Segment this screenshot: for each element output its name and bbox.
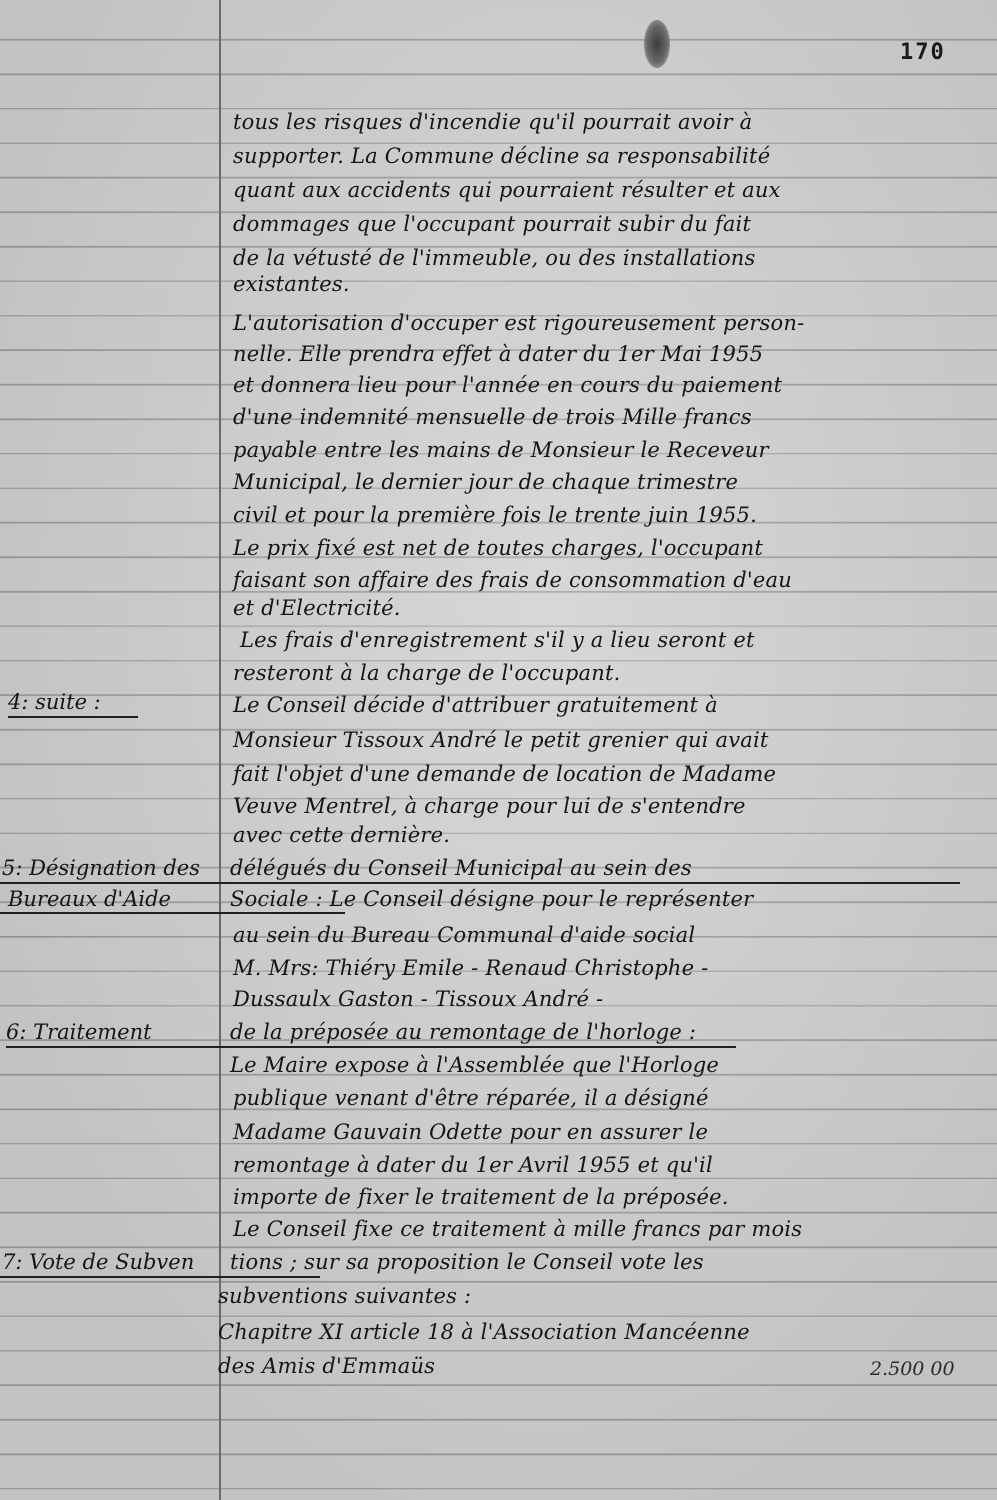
margin-rule <box>219 0 221 1500</box>
text-line: avec cette dernière. <box>233 823 451 847</box>
text-line: nelle. Elle prendra effet à dater du 1er Mai 1955 <box>233 342 764 366</box>
text-line: Le Conseil fixe ce traitement à mille francs par mois <box>233 1217 803 1241</box>
text-line: publique venant d'être réparée, il a désigné <box>233 1086 709 1110</box>
text-line: Le prix fixé est net de toutes charges, l'occupant <box>233 536 764 560</box>
punch-hole <box>644 20 670 68</box>
margin-heading-item-6: 6: Traitement <box>6 1020 152 1044</box>
text-line: délégués du Conseil Municipal au sein des <box>230 856 692 880</box>
text-line: Chapitre XI article 18 à l'Association Mancéenne <box>218 1320 750 1344</box>
underline <box>6 1046 736 1048</box>
text-line: Veuve Mentrel, à charge pour lui de s'entendre <box>233 794 746 818</box>
page-number: 170 <box>900 40 946 65</box>
text-line: Dussaulx Gaston - Tissoux André - <box>233 987 604 1011</box>
text-line: Sociale : Le Conseil désigne pour le représenter <box>230 887 754 911</box>
text-line: L'autorisation d'occuper est rigoureusement person- <box>233 311 805 335</box>
text-line: remontage à dater du 1er Avril 1955 et qu'il <box>233 1153 713 1177</box>
text-line: importe de fixer le traitement de la préposée. <box>233 1185 729 1209</box>
text-line: de la préposée au remontage de l'horloge : <box>230 1020 697 1044</box>
text-line: des Amis d'Emmaüs <box>218 1354 436 1378</box>
underline <box>0 1276 320 1278</box>
text-line: Monsieur Tissoux André le petit grenier qui avait <box>233 728 769 752</box>
text-line: Madame Gauvain Odette pour en assurer le <box>233 1120 709 1144</box>
text-line: Le Maire expose à l'Assemblée que l'Horloge <box>230 1053 719 1077</box>
text-line: et donnera lieu pour l'année en cours du paiement <box>233 373 783 397</box>
underline <box>8 716 138 718</box>
text-line: quant aux accidents qui pourraient résulter et aux <box>233 178 781 202</box>
underline <box>0 912 345 914</box>
text-line: d'une indemnité mensuelle de trois Mille francs <box>233 405 752 429</box>
text-line: de la vétusté de l'immeuble, ou des installations <box>233 246 756 270</box>
margin-heading-item-5-cont: Bureaux d'Aide <box>8 887 171 911</box>
text-line: existantes. <box>233 272 350 296</box>
text-line: resteront à la charge de l'occupant. <box>233 661 621 685</box>
subsidy-amount: 2.500 00 <box>870 1358 955 1380</box>
text-line: faisant son affaire des frais de consommation d'eau <box>233 568 792 592</box>
text-line: fait l'objet d'une demande de location de Madame <box>233 762 777 786</box>
text-line: au sein du Bureau Communal d'aide social <box>233 923 696 947</box>
text-line: civil et pour la première fois le trente juin 1955. <box>233 503 757 527</box>
text-line: et d'Electricité. <box>233 596 401 620</box>
text-line: supporter. La Commune décline sa responsabilité <box>233 144 771 168</box>
margin-heading-item-7: 7: Vote de Subven <box>2 1250 195 1274</box>
text-line: payable entre les mains de Monsieur le Receveur <box>233 438 769 462</box>
text-line: tions ; sur sa proposition le Conseil vote les <box>230 1250 704 1274</box>
text-line: Municipal, le dernier jour de chaque trimestre <box>233 470 739 494</box>
text-line: tous les risques d'incendie qu'il pourrait avoir à <box>233 110 753 134</box>
underline <box>0 882 960 884</box>
margin-heading-item-5: 5: Désignation des <box>2 856 201 880</box>
margin-heading-item-4: 4: suite : <box>8 690 101 714</box>
text-line: M. Mrs: Thiéry Emile - Renaud Christophe - <box>233 956 709 980</box>
text-line: subventions suivantes : <box>218 1284 472 1308</box>
text-line: Les frais d'enregistrement s'il y a lieu seront et <box>240 628 755 652</box>
text-line: dommages que l'occupant pourrait subir du fait <box>233 212 752 236</box>
text-line: Le Conseil décide d'attribuer gratuitement à <box>233 693 718 717</box>
